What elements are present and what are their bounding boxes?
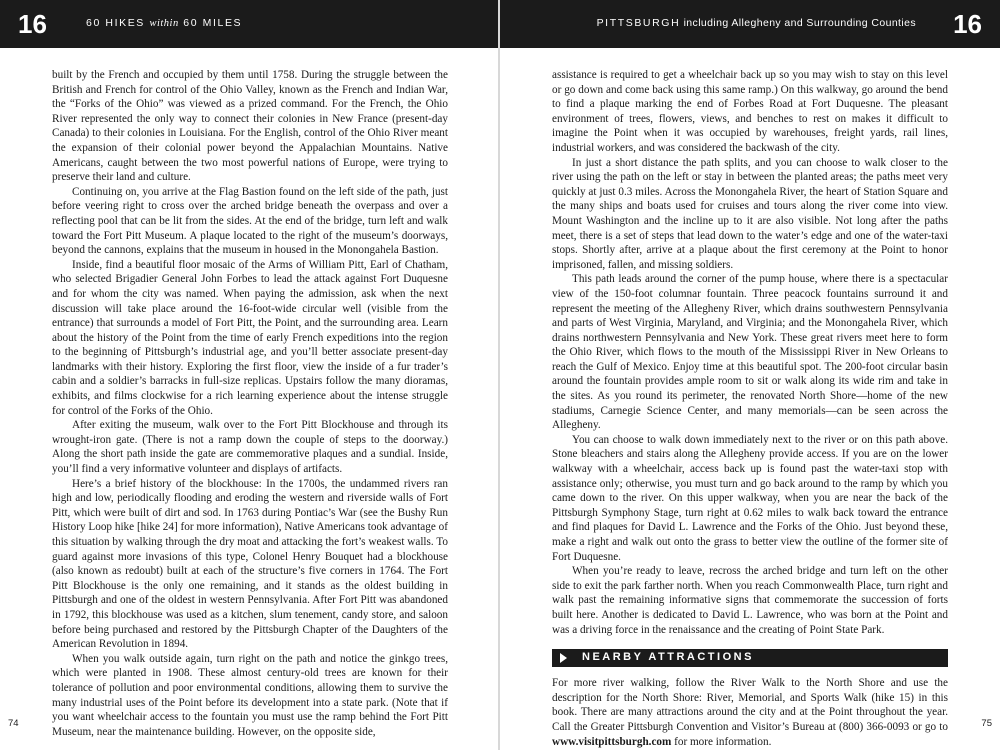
paragraph: You can choose to walk down immediately next to the river or on this path above. Stone bleachers and stairs along the Allegheny provide access. If you are on the lower walkway with a wheelchair, access back up is found past the water-taxi stop with assistance only; otherwise, you must turn and go back around to the ramp by which you came down to the river. On this upper walkway, when you are near the back of the Pittsburgh Symphony Stage, turn right at 0.62 miles to walk back toward the entrance and find plaques for David L. Lawrence and the Forks of the Ohio. Just beyond these, make a right and walk out onto the grass to better view the outline of the former site of Fort Duquesne. <box>552 433 948 563</box>
chapter-number: 16 <box>953 9 982 39</box>
book-title-part: 60 MILES <box>183 17 243 29</box>
left-page-body <box>52 68 448 739</box>
nearby-attractions-heading-bar <box>552 649 948 667</box>
paragraph: When you walk outside again, turn right on the path and notice the ginkgo trees, which were planted in 1908. These almost century-old trees are known for their tolerance of pollution and poor environmental conditions, allowing them to survive the many industrial uses of the Point before its development into a state park. (Note that if you want wheelchair access to the fountain you must use the ramp behind the Fort Pitt Museum, near the maintenance building. However, on the opposite side, <box>52 652 448 738</box>
right-running-header <box>500 0 1000 48</box>
paragraph: assistance is required to get a wheelchair back up so you may wish to stay on this level or go down and come back using this same ramp.) On this walkway, go around the bend to find a plaque marking the end of Forbes Road at Fort Duquesne. The pleasant environment of trees, flowers, views, and benches to rest on makes it difficult to imagine the Point when it was occupied by warehouses, freight yards, rail lines, industrial workers, and was considered the backwash of the city. <box>552 69 948 154</box>
chapter-number: 16 <box>18 9 47 39</box>
paragraph: Inside, find a beautiful floor mosaic of the Arms of William Pitt, Earl of Chatham, who selected Brigadier General John Forbes to lead the attack against Fort Duquesne and for whom the city was named. When paying the admission, ask when the next discussion will take place around the 16-foot-wide circular well (visible from the entrance) that surrounds a model of Fort Pitt, the Point, and the surrounding area. Learn about the history of the Point from the time of early French expeditions into the region to the beginning of Pittsburgh’s industrial age, and you’ll better associate present-day landmarks with their history. Exploring the first floor, view the inside of a fur trader’s cabin and a soldier’s barracks in full-size replicas. Upstairs follow the many dioramas, exhibits, and films clockwise for a rich learning experience about the intense struggle for control of the Forks of the Ohio. <box>52 258 448 417</box>
paragraph: Continuing on, you arrive at the Flag Bastion found on the left side of the path, just before veering right to cross over the arched bridge beneath the overpass and over a reflecting pool that can be lit from the sides. At the end of the bridge, turn left and walk toward the Fort Pitt Museum. A plaque located to the right of the museum’s doorways, beyond the cannons, explains that the museum in housed in the Monongahela Bastion. <box>52 185 448 257</box>
nearby-text-end: for more information. <box>671 735 772 748</box>
paragraph: Here’s a brief history of the blockhouse: In the 1700s, the undammed rivers ran high and low, periodically flooding and eroding the western and riverside walls of Fort Pitt, which were built of dirt and sod. In 1763 during Pontiac’s War (see the Bushy Run History Loop hike [hike 24] for more information), Native Americans took advantage of this situation by walking through the dry moat and attacking the fort’s weakest walls. To guard against more invasions of this type, Colonel Henry Bouquet had a blockhouse (also known as redoubt) built at each of the structure’s five corners in 1764. The Fort Pitt Blockhouse is the only one remaining, and it stands as the oldest building in Pittsburgh and one of the oldest in western Pennsylvania. After Fort Pitt was abandoned in 1792, this blockhouse was used as a kitchen, slum tenement, candy store, and saloon before being purchased and restored by the Pittsburgh Chapter of the Daughters of the American Revolution in 1894. <box>52 477 448 651</box>
nearby-attractions-text <box>552 676 948 749</box>
book-title-part: 60 HIKES <box>86 17 145 29</box>
paragraph: In just a short distance the path splits, and you can choose to walk closer to the river using the path on the left or stay in between the planted areas; the paths meet very quickly at just 0.3 miles. Across the Monongahela River, the heart of Station Square and the many ships and boats used for cruises and tours along the river come into view. Mount Washington and the incline up to it are also visible. Not long after the paths meet, there is a set of steps that lead down to the water’s edge and one of the water-taxi stops. Shortly after, arrive at a plaque about the first ceremony at the Point to honor imprisoned, fallen, and missing soldiers. <box>552 156 948 271</box>
region-title <box>597 17 916 29</box>
page-number: 74 <box>8 718 19 729</box>
right-page <box>500 0 1000 750</box>
paragraph: built by the French and occupied by them until 1758. During the struggle between the British and French for control of the Ohio Valley, known as the French and Indian War, the “Forks of the Ohio” was viewed as a prized command. For the French, the Ohio River represented the only way to connect their colonies in New France (present-day Canada) to their colonies in Louisiana. For the English, control of the Ohio River meant the expansion of their colonial power beyond the Appalachian Mountains. Native Americans, caught between the two most powerful nations of Europe, were trying to preserve their land and culture. <box>52 69 448 184</box>
triangle-right-icon <box>560 653 567 663</box>
page-number: 75 <box>981 718 992 729</box>
left-running-header <box>0 0 500 48</box>
paragraph: When you’re ready to leave, recross the arched bridge and turn left on the other side to exit the park farther north. When you reach Commonwealth Place, turn right and walk past the remaining informative signs that commemorate the succession of forts built here. Another is dedicated to David L. Lawrence, who was born at the Point and was a driving force in the renaissance and the creating of Point State Park. <box>552 565 948 636</box>
book-title-italic: within <box>149 18 179 29</box>
region-title-caps: PITTSBURGH <box>596 17 681 29</box>
website-link[interactable]: www.visitpittsburgh.com <box>552 735 672 748</box>
paragraph: This path leads around the corner of the pump house, where there is a spectacular view of the 150-foot columnar fountain. Three peacock fountains surround it and represent the meeting of the Allegheny River, which drains southwestern Pennsylvania and parts of West Virginia, Maryland, and Virginia; and the Monongahela River, which drains northwestern Pennsylvania and New York. These great rivers meet here to form the Ohio River, which flows to the mouth of the Mississippi River in New Orleans to reach the Gulf of Mexico. Enjoy time at this beautiful spot. The 200-foot circular basin around the fountain provides ample room to sit or walk along its wide rim and take in the sites. As you round its perimeter, the renovated North Shore—home of the new stadiums, Carnegie Science Center, and many memorials—can be seen across the Allegheny. <box>552 273 948 432</box>
paragraph: After exiting the museum, walk over to the Fort Pitt Blockhouse and through its wrought-iron gate. (There is not a ramp down the couple of steps to the doorway.) Along the short path inside the gate are commemorative plaques and a sundial. Inside, you’ll find a very informative volunteer and displays of artifacts. <box>52 419 448 476</box>
section-heading: NEARBY ATTRACTIONS <box>582 651 754 664</box>
book-title <box>86 17 242 29</box>
right-page-body <box>552 68 948 749</box>
region-title-rest: including Allegheny and Surrounding Counties <box>683 17 916 29</box>
nearby-text: For more river walking, follow the River Walk to the North Shore and use the description for the North Shore: River, Memorial, and Sports Walk (hike 15) in this book. There are many attractions around the city and at the Point throughout the year. Call the Greater Pittsburgh Convention and Visitor’s Bureau at (800) 366-0093 or go to <box>552 677 948 733</box>
